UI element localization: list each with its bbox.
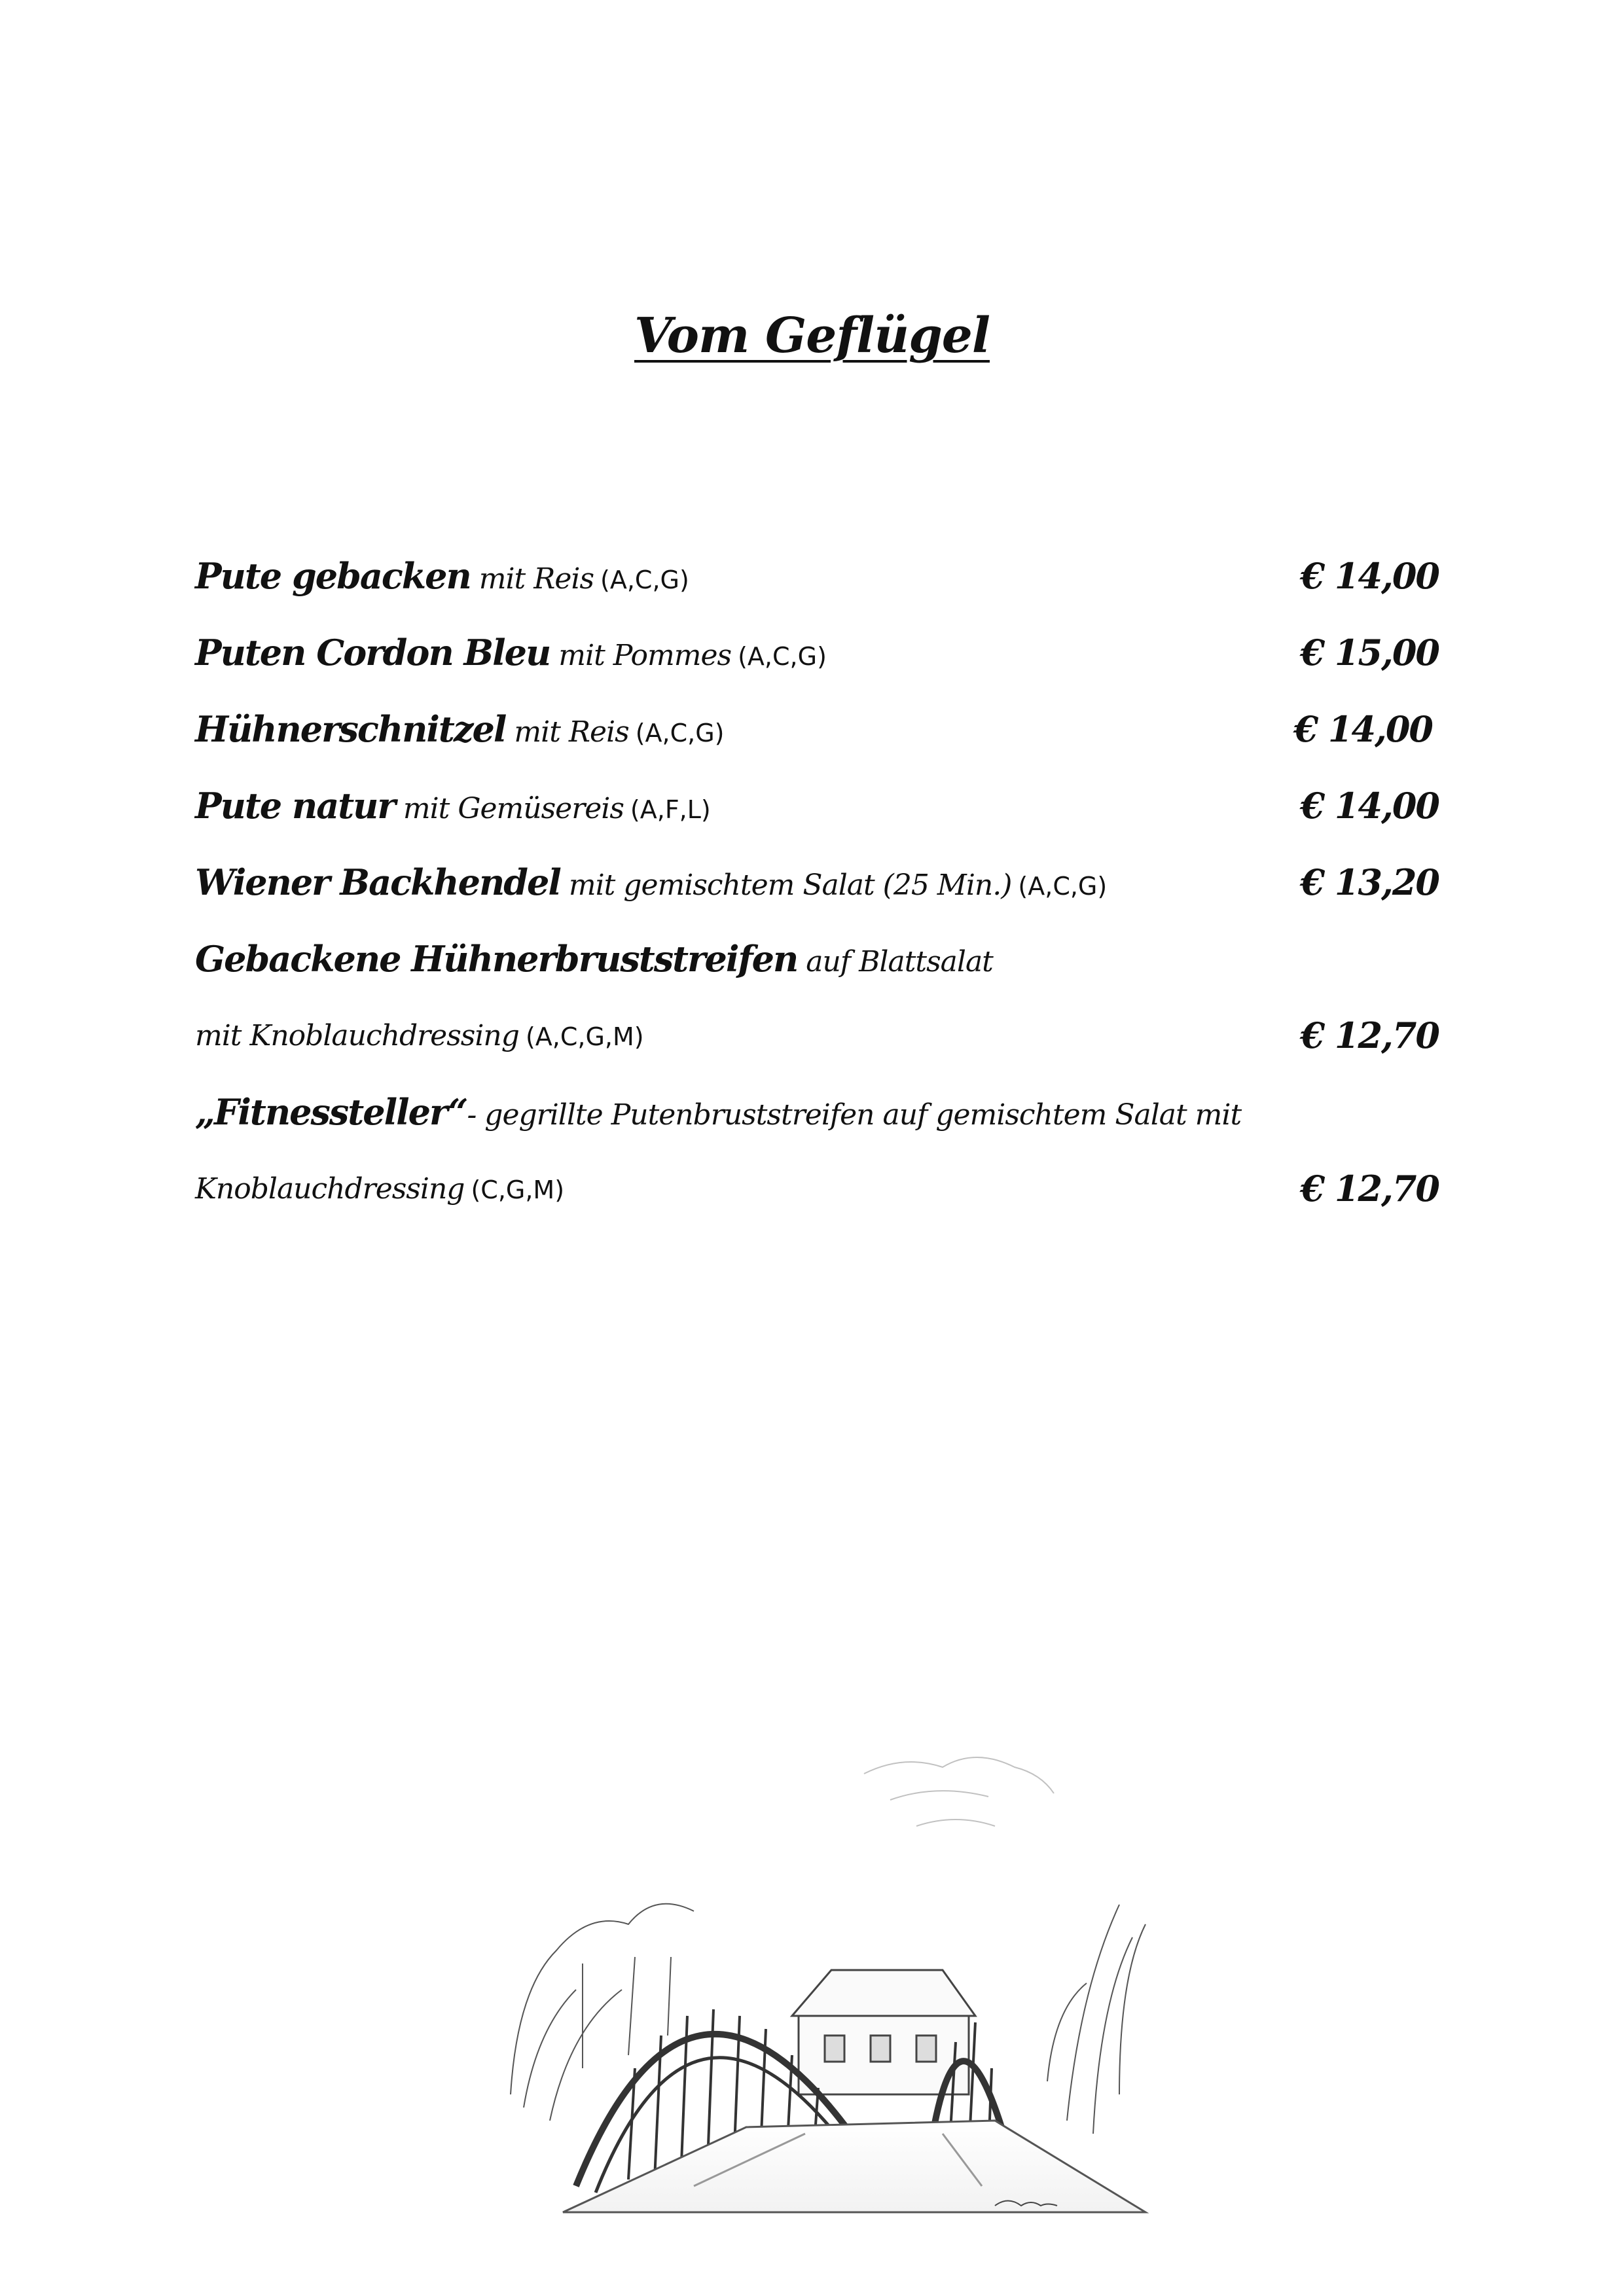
dish-description: mit Reis [505,715,629,749]
menu-item [195,923,1439,995]
dish-description: - gegrillte Putenbruststreifen auf gemischtem Salat mit [467,1098,1242,1132]
cloud-shading [864,1757,1054,1826]
dish-price: € 15,00 [1300,632,1439,673]
dish-description: mit gemischtem Salat (25 Min.) [560,869,1012,902]
dish-price: € 14,00 [1300,785,1439,827]
menu-item [195,770,1439,842]
allergen-codes: (A,F,L) [630,795,711,824]
dish-price: € 14,00 [1293,708,1432,750]
dish-name: Hühnerschnitzel [195,708,506,750]
allergen-codes: (A,C,G,M) [525,1022,644,1051]
dish-name: „Fitnessteller“ [195,1091,467,1133]
menu-item [195,1076,1439,1148]
allergen-codes: (A,C,G) [635,719,725,747]
menu-item [195,540,1439,612]
menu-item [195,617,1439,689]
menu-item [195,846,1439,918]
allergen-codes: (C,G,M) [471,1175,565,1204]
bridge-sketch-illustration [497,1728,1165,2225]
trees-left [511,1904,694,2121]
dish-name: Gebackene Hühnerbruststreifen [195,938,798,980]
dish-name: Pute natur [195,785,395,827]
dish-price: € 12,70 [1300,1014,1439,1056]
dish-description: auf Blattsalat [797,945,993,978]
dish-price: € 12,70 [1300,1168,1439,1210]
dish-name: Wiener Backhendel [195,861,560,903]
dish-description: mit Pommes [550,639,732,672]
menu-item [195,693,1439,765]
dish-description: Knoblauchdressing [195,1172,465,1206]
allergen-codes: (A,C,G) [600,565,689,594]
page-title: Vom Geflügel [634,308,990,364]
bridge-deck [563,2121,1146,2212]
dish-price: € 14,00 [1300,555,1439,597]
dish-description: mit Gemüsereis [394,792,624,825]
menu-item-continuation [195,999,1439,1071]
allergen-codes: (A,C,G) [738,642,827,671]
menu-item-continuation [195,1153,1439,1225]
dish-name: Pute gebacken [195,555,471,597]
dish-description: mit Reis [470,562,594,596]
dish-description: mit Knoblauchdressing [195,1018,519,1052]
trees-right [1047,1905,1146,2134]
dish-name: Puten Cordon Bleu [195,632,550,673]
dish-price: € 13,20 [1300,861,1439,903]
allergen-codes: (A,C,G) [1018,872,1108,901]
